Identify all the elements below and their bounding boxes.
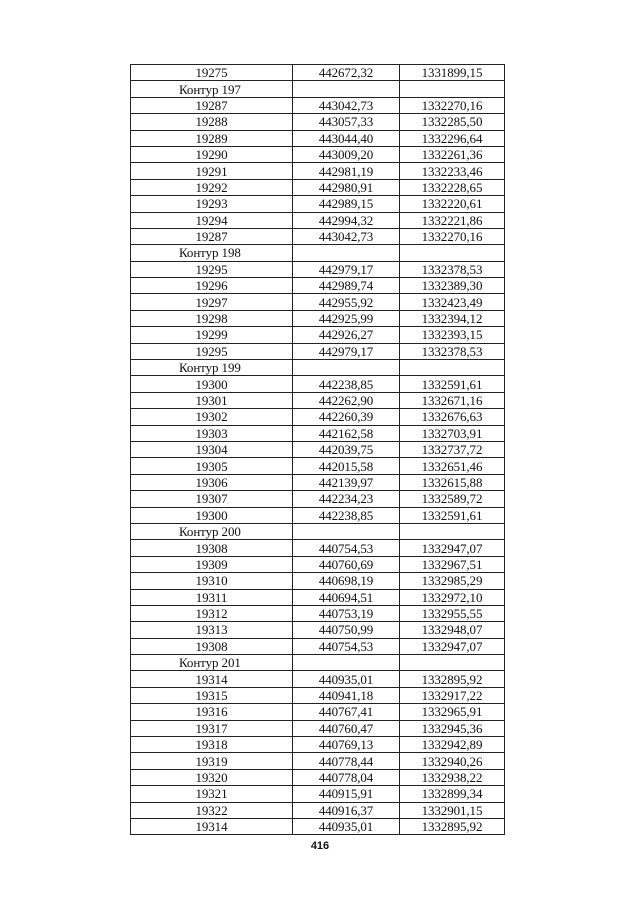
point-number-cell: 19310 [131,573,293,589]
point-number-cell: 19307 [131,491,293,507]
y-coordinate-cell: 1332965,91 [400,704,505,720]
x-coordinate-cell: 442262,90 [293,392,400,408]
point-number-cell: 19306 [131,474,293,490]
coordinates-table [130,64,505,835]
y-coordinate-cell: 1332394,12 [400,310,505,326]
table-row [131,786,505,802]
table-row [131,720,505,736]
page-number: 416 [310,840,330,852]
y-coordinate-cell: 1332945,36 [400,720,505,736]
y-coordinate-cell: 1332899,34 [400,786,505,802]
y-coordinate-cell: 1332703,91 [400,425,505,441]
x-coordinate-cell: 442238,85 [293,507,400,523]
x-coordinate-cell: 442981,19 [293,163,400,179]
x-coordinate-cell: 442238,85 [293,376,400,392]
y-coordinate-cell: 1331899,15 [400,65,505,81]
y-coordinate-cell: 1332393,15 [400,327,505,343]
point-number-cell: 19302 [131,409,293,425]
y-coordinate-cell: 1332940,26 [400,753,505,769]
point-number-cell: 19295 [131,261,293,277]
contour-label: Контур 199 [131,360,293,376]
x-coordinate-cell: 442015,58 [293,458,400,474]
y-coordinate-cell: 1332270,16 [400,228,505,244]
point-number-cell: 19303 [131,425,293,441]
point-number-cell: 19275 [131,65,293,81]
contour-label: Контур 198 [131,245,293,261]
y-coordinate-cell: 1332589,72 [400,491,505,507]
empty-cell [293,245,400,261]
empty-cell [293,360,400,376]
table-row [131,376,505,392]
point-number-cell: 19313 [131,622,293,638]
point-number-cell: 19301 [131,392,293,408]
y-coordinate-cell: 1332220,61 [400,196,505,212]
point-number-cell: 19311 [131,589,293,605]
table-row [131,638,505,654]
x-coordinate-cell: 442994,32 [293,212,400,228]
table-row [131,441,505,457]
point-number-cell: 19305 [131,458,293,474]
x-coordinate-cell: 442980,91 [293,179,400,195]
y-coordinate-cell: 1332285,50 [400,114,505,130]
empty-cell [400,655,505,671]
point-number-cell: 19321 [131,786,293,802]
point-number-cell: 19297 [131,294,293,310]
x-coordinate-cell: 440754,53 [293,540,400,556]
y-coordinate-cell: 1332947,07 [400,638,505,654]
table-row [131,196,505,212]
y-coordinate-cell: 1332972,10 [400,589,505,605]
table-row [131,163,505,179]
x-coordinate-cell: 442234,23 [293,491,400,507]
x-coordinate-cell: 443042,73 [293,97,400,113]
point-number-cell: 19316 [131,704,293,720]
x-coordinate-cell: 442039,75 [293,441,400,457]
x-coordinate-cell: 442162,58 [293,425,400,441]
table-row [131,130,505,146]
y-coordinate-cell: 1332378,53 [400,261,505,277]
empty-cell [400,523,505,539]
y-coordinate-cell: 1332615,88 [400,474,505,490]
x-coordinate-cell: 442926,27 [293,327,400,343]
x-coordinate-cell: 442989,74 [293,278,400,294]
table-row [131,687,505,703]
x-coordinate-cell: 440698,19 [293,573,400,589]
point-number-cell: 19300 [131,376,293,392]
table-row [131,425,505,441]
x-coordinate-cell: 440778,04 [293,769,400,785]
x-coordinate-cell: 440935,01 [293,818,400,834]
coordinates-table-body [131,65,505,835]
point-number-cell: 19299 [131,327,293,343]
y-coordinate-cell: 1332948,07 [400,622,505,638]
table-row [131,294,505,310]
table-row [131,573,505,589]
table-row [131,818,505,834]
x-coordinate-cell: 443009,20 [293,146,400,162]
point-number-cell: 19304 [131,441,293,457]
point-number-cell: 19318 [131,737,293,753]
x-coordinate-cell: 442139,97 [293,474,400,490]
table-row [131,310,505,326]
table-row [131,179,505,195]
y-coordinate-cell: 1332378,53 [400,343,505,359]
point-number-cell: 19314 [131,818,293,834]
x-coordinate-cell: 442979,17 [293,343,400,359]
y-coordinate-cell: 1332221,86 [400,212,505,228]
point-number-cell: 19315 [131,687,293,703]
point-number-cell: 19290 [131,146,293,162]
point-number-cell: 19296 [131,278,293,294]
contour-header-row [131,245,505,261]
table-row [131,261,505,277]
table-row [131,65,505,81]
y-coordinate-cell: 1332895,92 [400,818,505,834]
point-number-cell: 19322 [131,802,293,818]
point-number-cell: 19308 [131,638,293,654]
point-number-cell: 19308 [131,540,293,556]
contour-header-row [131,81,505,97]
point-number-cell: 19287 [131,228,293,244]
y-coordinate-cell: 1332967,51 [400,556,505,572]
table-row [131,802,505,818]
y-coordinate-cell: 1332423,49 [400,294,505,310]
y-coordinate-cell: 1332901,15 [400,802,505,818]
contour-label: Контур 200 [131,523,293,539]
table-row [131,556,505,572]
x-coordinate-cell: 443042,73 [293,228,400,244]
contour-label: Контур 197 [131,81,293,97]
table-row [131,671,505,687]
x-coordinate-cell: 440694,51 [293,589,400,605]
table-row [131,605,505,621]
empty-cell [293,81,400,97]
x-coordinate-cell: 442955,92 [293,294,400,310]
point-number-cell: 19298 [131,310,293,326]
point-number-cell: 19309 [131,556,293,572]
point-number-cell: 19287 [131,97,293,113]
table-row [131,409,505,425]
x-coordinate-cell: 443044,40 [293,130,400,146]
table-row [131,114,505,130]
point-number-cell: 19292 [131,179,293,195]
table-row [131,491,505,507]
x-coordinate-cell: 440750,99 [293,622,400,638]
y-coordinate-cell: 1332955,55 [400,605,505,621]
y-coordinate-cell: 1332651,46 [400,458,505,474]
table-row [131,753,505,769]
x-coordinate-cell: 440778,44 [293,753,400,769]
x-coordinate-cell: 442979,17 [293,261,400,277]
point-number-cell: 19317 [131,720,293,736]
y-coordinate-cell: 1332947,07 [400,540,505,556]
table-row [131,704,505,720]
y-coordinate-cell: 1332296,64 [400,130,505,146]
point-number-cell: 19294 [131,212,293,228]
point-number-cell: 19293 [131,196,293,212]
empty-cell [400,81,505,97]
point-number-cell: 19295 [131,343,293,359]
table-row [131,392,505,408]
empty-cell [293,523,400,539]
y-coordinate-cell: 1332985,29 [400,573,505,589]
table-row [131,97,505,113]
y-coordinate-cell: 1332671,16 [400,392,505,408]
y-coordinate-cell: 1332942,89 [400,737,505,753]
y-coordinate-cell: 1332228,65 [400,179,505,195]
contour-header-row [131,655,505,671]
empty-cell [293,655,400,671]
x-coordinate-cell: 442260,39 [293,409,400,425]
x-coordinate-cell: 442672,32 [293,65,400,81]
table-row [131,458,505,474]
table-row [131,212,505,228]
point-number-cell: 19300 [131,507,293,523]
x-coordinate-cell: 442925,99 [293,310,400,326]
y-coordinate-cell: 1332917,22 [400,687,505,703]
table-row [131,737,505,753]
table-row [131,228,505,244]
point-number-cell: 19291 [131,163,293,179]
point-number-cell: 19312 [131,605,293,621]
point-number-cell: 19320 [131,769,293,785]
y-coordinate-cell: 1332591,61 [400,376,505,392]
point-number-cell: 19288 [131,114,293,130]
y-coordinate-cell: 1332676,63 [400,409,505,425]
y-coordinate-cell: 1332270,16 [400,97,505,113]
table-row [131,327,505,343]
point-number-cell: 19319 [131,753,293,769]
y-coordinate-cell: 1332737,72 [400,441,505,457]
empty-cell [400,360,505,376]
table-row [131,589,505,605]
y-coordinate-cell: 1332261,36 [400,146,505,162]
x-coordinate-cell: 440915,91 [293,786,400,802]
contour-header-row [131,360,505,376]
table-row [131,343,505,359]
contour-label: Контур 201 [131,655,293,671]
x-coordinate-cell: 440767,41 [293,704,400,720]
y-coordinate-cell: 1332895,92 [400,671,505,687]
y-coordinate-cell: 1332389,30 [400,278,505,294]
y-coordinate-cell: 1332591,61 [400,507,505,523]
x-coordinate-cell: 443057,33 [293,114,400,130]
table-row [131,474,505,490]
x-coordinate-cell: 440753,19 [293,605,400,621]
x-coordinate-cell: 440760,47 [293,720,400,736]
table-row [131,769,505,785]
x-coordinate-cell: 440941,18 [293,687,400,703]
table-row [131,146,505,162]
point-number-cell: 19289 [131,130,293,146]
x-coordinate-cell: 440935,01 [293,671,400,687]
table-row [131,540,505,556]
contour-header-row [131,523,505,539]
x-coordinate-cell: 440760,69 [293,556,400,572]
table-row [131,622,505,638]
table-row [131,278,505,294]
point-number-cell: 19314 [131,671,293,687]
x-coordinate-cell: 440754,53 [293,638,400,654]
x-coordinate-cell: 442989,15 [293,196,400,212]
empty-cell [400,245,505,261]
x-coordinate-cell: 440769,13 [293,737,400,753]
x-coordinate-cell: 440916,37 [293,802,400,818]
table-row [131,507,505,523]
y-coordinate-cell: 1332233,46 [400,163,505,179]
y-coordinate-cell: 1332938,22 [400,769,505,785]
